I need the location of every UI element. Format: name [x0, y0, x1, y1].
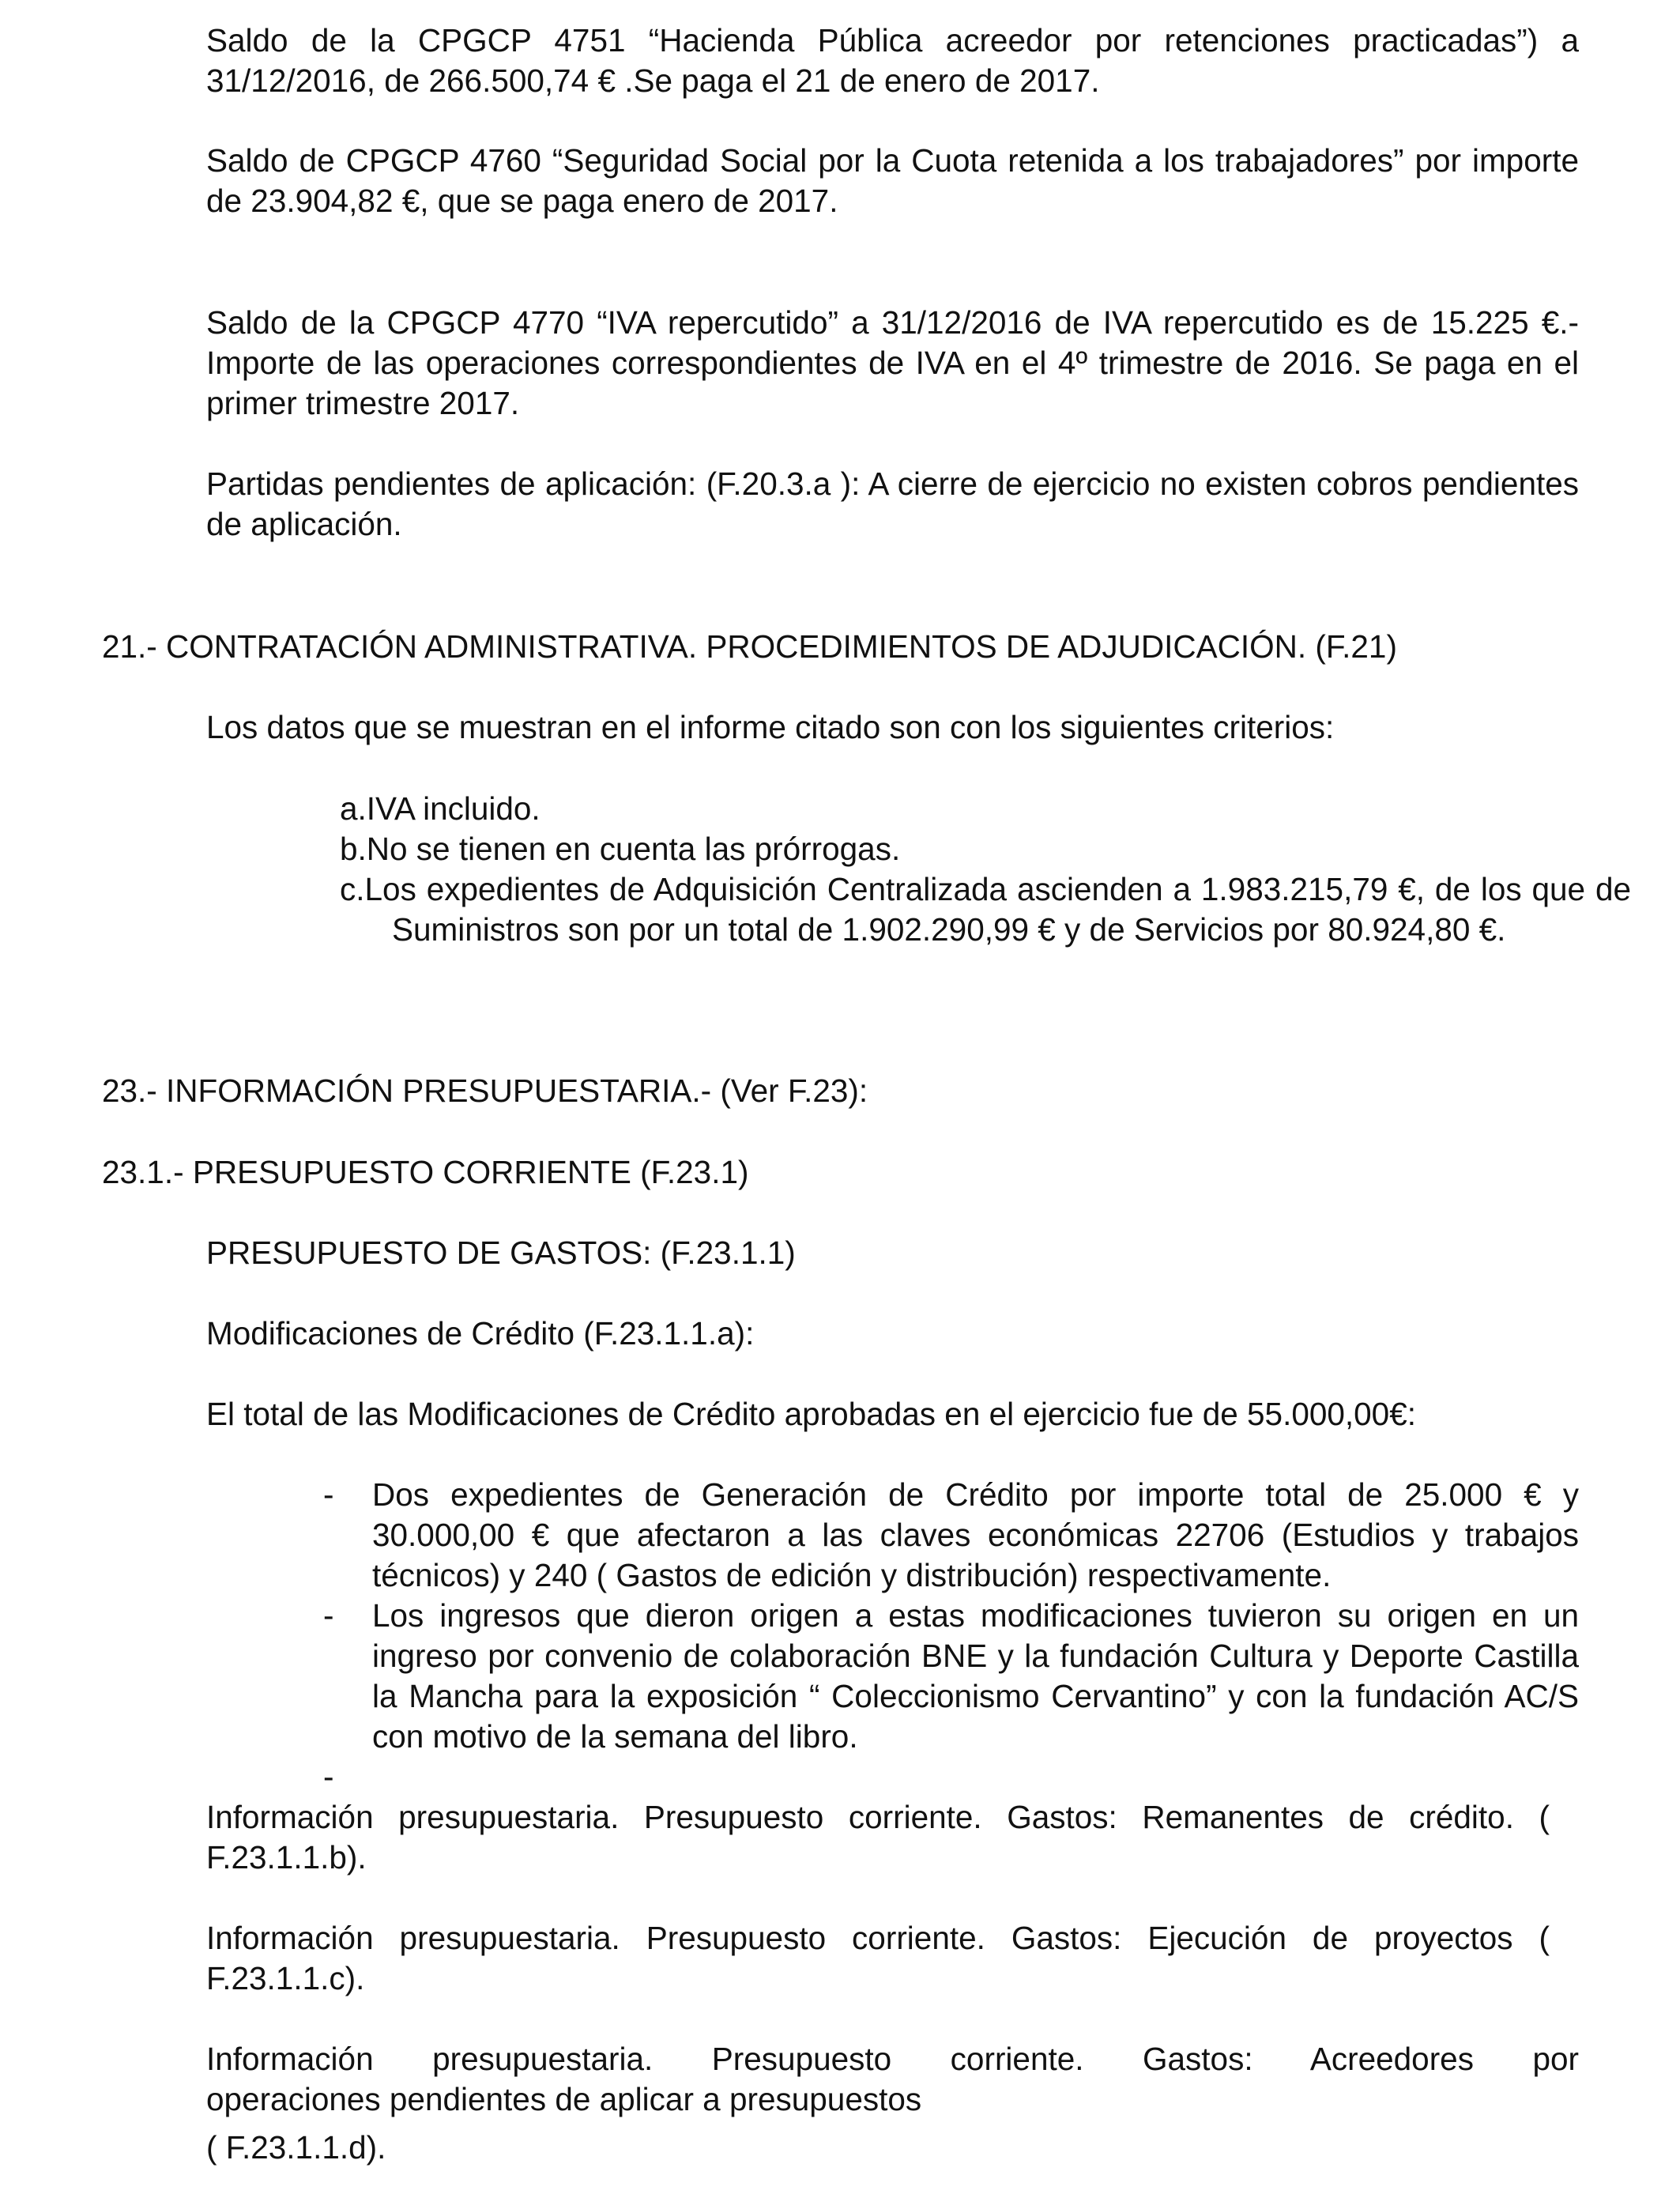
list-item-generacion-credito — [323, 1475, 1579, 1596]
list-marker: - — [323, 1759, 334, 1795]
paragraph-remanentes-credito: Información presupuestaria. Presupuesto corriente. Gastos: Remanentes de crédito. ( F.23.1.1.b). — [206, 1799, 1550, 1875]
paragraph-partidas-pendientes: Partidas pendientes de aplicación: (F.20.3.a ): A cierre de ejercicio no existen cobros pendientes de aplicación. — [206, 466, 1579, 542]
list-marker: a. — [340, 790, 367, 827]
heading-section-23: 23.- INFORMACIÓN PRESUPUESTARIA.- (Ver F.23): — [102, 1072, 868, 1109]
paragraph-cpgcp-4760: Saldo de CPGCP 4760 “Seguridad Social por la Cuota retenida a los trabajadores” por importe de 23.904,82 €, que se paga enero de 2017. — [206, 142, 1579, 219]
heading-section-21: 21.- CONTRATACIÓN ADMINISTRATIVA. PROCEDIMIENTOS DE ADJUDICACIÓN. (F.21) — [102, 628, 1397, 665]
paragraph-line: operaciones pendientes de aplicar a presupuestos — [206, 2081, 922, 2117]
list-item-text: Los expedientes de Adquisición Centralizada ascienden a 1.983.215,79 €, de los que de Suministros son por un total de 1.902.290,99 € y de Servicios por 80.924,80 €. — [364, 871, 1631, 948]
list-marker: - — [323, 1597, 334, 1634]
list-item-text: No se tienen en cuenta las prórrogas. — [366, 831, 901, 867]
list-marker: c. — [340, 871, 365, 907]
subheading-modificaciones-credito: Modificaciones de Crédito (F.23.1.1.a): — [206, 1315, 755, 1351]
list-item-criterio-a — [340, 789, 1631, 829]
paragraph-total-modificaciones: El total de las Modificaciones de Crédito aprobadas en el ejercicio fue de 55.000,00€: — [206, 1396, 1416, 1432]
paragraph-cpgcp-4751: Saldo de la CPGCP 4751 “Hacienda Pública acreedor por retenciones practicadas”) a 31/12/2016, de 266.500,74 € .Se paga el 21 de enero de 2017. — [206, 22, 1579, 99]
paragraph-line: ( F.23.1.1.d). — [206, 2129, 386, 2166]
paragraph-ejecucion-proyectos: Información presupuestaria. Presupuesto corriente. Gastos: Ejecución de proyectos ( F.23.1.1.c). — [206, 1920, 1550, 1996]
paragraph-criterios-intro: Los datos que se muestran en el informe citado son con los siguientes criterios: — [206, 709, 1335, 745]
paragraph-line: Información presupuestaria. Presupuesto corriente. Gastos: Acreedores por — [206, 2041, 1579, 2077]
list-item-criterio-b — [340, 829, 1631, 869]
list-item-text: Dos expedientes de Generación de Crédito por importe total de 25.000 € y 30.000,00 € que afectaron a las claves económicas 22706 (Estudios y trabajos técnicos) y 240 ( Gastos de edición y distribución) respectivamente. — [372, 1476, 1579, 1593]
list-marker: b. — [340, 831, 367, 867]
subheading-presupuesto-gastos: PRESUPUESTO DE GASTOS: (F.23.1.1) — [206, 1235, 796, 1271]
paragraph-acreedores-operaciones — [206, 2039, 1579, 2168]
list-item-criterio-c — [340, 869, 1631, 950]
heading-section-23-1: 23.1.- PRESUPUESTO CORRIENTE (F.23.1) — [102, 1154, 749, 1190]
list-item-text: Los ingresos que dieron origen a estas modificaciones tuvieron su origen en un ingreso por convenio de colaboración BNE y la fundación Cultura y Deporte Castilla la Mancha para la exposición “ Coleccionismo Cervantino” y con la fundación AC/S con motivo de la semana del libro. — [372, 1597, 1579, 1755]
list-item-origen-ingresos — [323, 1596, 1579, 1757]
list-marker: - — [323, 1476, 334, 1513]
list-item-text: IVA incluido. — [366, 790, 541, 827]
paragraph-cpgcp-4770: Saldo de la CPGCP 4770 “IVA repercutido” a 31/12/2016 de IVA repercutido es de 15.225 €.- Importe de las operaciones correspondientes de IVA en el 4º trimestre de 2016. Se paga en el primer trimestre 2017. — [206, 304, 1579, 421]
